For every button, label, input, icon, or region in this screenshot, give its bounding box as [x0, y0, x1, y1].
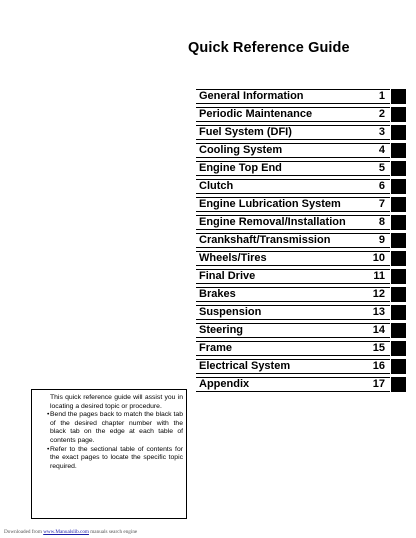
chapter-row	[196, 214, 406, 232]
chapter-number: 10	[372, 252, 385, 264]
footer-link[interactable]: www.Manualslib.com	[43, 529, 89, 535]
chapter-tab	[391, 269, 406, 284]
chapter-link[interactable]	[196, 107, 390, 122]
chapter-number: 1	[378, 90, 385, 102]
chapter-tab	[391, 305, 406, 320]
chapter-tab	[391, 251, 406, 266]
usage-note-bullet-text: Bend the pages back to match the black tab of the desired chapter number with the black tab on the edge at each table of contents page.	[50, 411, 183, 444]
chapter-index	[196, 88, 406, 394]
chapter-row	[196, 268, 406, 286]
chapter-tab	[391, 107, 406, 122]
usage-note-intro: This quick reference guide will assist you in locating a desired topic or procedure.	[50, 394, 183, 410]
chapter-link[interactable]	[196, 143, 390, 158]
chapter-link[interactable]	[196, 377, 390, 392]
chapter-number: 12	[372, 288, 385, 300]
chapter-title: Final Drive	[199, 270, 256, 282]
chapter-row	[196, 106, 406, 124]
chapter-link[interactable]	[196, 341, 390, 356]
chapter-tab	[391, 125, 406, 140]
chapter-number: 7	[378, 198, 385, 210]
chapter-row	[196, 250, 406, 268]
chapter-link[interactable]	[196, 251, 390, 266]
usage-note-bullet-2	[47, 445, 183, 472]
chapter-tab	[391, 377, 406, 392]
chapter-title: Cooling System	[199, 144, 283, 156]
chapter-title: Wheels/Tires	[199, 252, 267, 264]
chapter-row	[196, 286, 406, 304]
chapter-number: 13	[372, 306, 385, 318]
chapter-title: Appendix	[199, 378, 250, 390]
chapter-link[interactable]	[196, 305, 390, 320]
chapter-number: 14	[372, 324, 385, 336]
chapter-title: Crankshaft/Transmission	[199, 234, 331, 246]
chapter-row	[196, 340, 406, 358]
chapter-tab	[391, 197, 406, 212]
chapter-link[interactable]	[196, 287, 390, 302]
chapter-number: 5	[378, 162, 385, 174]
usage-note-bullet-text: Refer to the sectional table of contents for the exact pages to locate the specific topic required.	[50, 445, 183, 470]
chapter-number: 9	[378, 234, 385, 246]
chapter-row	[196, 88, 406, 106]
chapter-row	[196, 232, 406, 250]
chapter-row	[196, 160, 406, 178]
chapter-title: General Information	[199, 90, 304, 102]
chapter-number: 11	[373, 270, 385, 282]
chapter-title: Engine Top End	[199, 162, 282, 174]
chapter-tab	[391, 215, 406, 230]
chapter-title: Periodic Maintenance	[199, 108, 313, 120]
chapter-link[interactable]	[196, 359, 390, 374]
chapter-row	[196, 178, 406, 196]
chapter-number: 8	[378, 216, 385, 228]
chapter-link[interactable]	[196, 179, 390, 194]
usage-note-box	[31, 389, 187, 519]
footer-suffix: manuals search engine	[90, 529, 138, 535]
chapter-title: Frame	[199, 342, 233, 354]
chapter-number: 16	[372, 360, 385, 372]
chapter-title: Brakes	[199, 288, 236, 300]
chapter-row	[196, 358, 406, 376]
chapter-title: Engine Removal/Installation	[199, 216, 346, 228]
chapter-title: Engine Lubrication System	[199, 198, 341, 210]
chapter-tab	[391, 89, 406, 104]
chapter-title: Fuel System (DFI)	[199, 126, 292, 138]
chapter-link[interactable]	[196, 125, 390, 140]
chapter-tab	[391, 161, 406, 176]
download-footer	[4, 529, 137, 535]
chapter-link[interactable]	[196, 323, 390, 338]
chapter-tab	[391, 233, 406, 248]
chapter-tab	[391, 341, 406, 356]
chapter-tab	[391, 179, 406, 194]
chapter-link[interactable]	[196, 197, 390, 212]
bullet-mark: •	[47, 411, 50, 419]
chapter-title: Steering	[199, 324, 244, 336]
chapter-row	[196, 304, 406, 322]
chapter-link[interactable]	[196, 215, 390, 230]
footer-prefix: Downloaded from	[4, 529, 42, 535]
chapter-row	[196, 142, 406, 160]
chapter-tab	[391, 359, 406, 374]
chapter-link[interactable]	[196, 161, 390, 176]
usage-note-bullet-1	[47, 411, 183, 445]
bullet-mark: •	[47, 445, 50, 453]
chapter-tab	[391, 143, 406, 158]
chapter-row	[196, 124, 406, 142]
chapter-number: 6	[378, 180, 385, 192]
chapter-number: 4	[378, 144, 385, 156]
chapter-row	[196, 322, 406, 340]
chapter-title: Suspension	[199, 306, 262, 318]
chapter-row	[196, 196, 406, 214]
chapter-number: 2	[378, 108, 385, 120]
chapter-link[interactable]	[196, 269, 390, 284]
chapter-tab	[391, 287, 406, 302]
chapter-link[interactable]	[196, 233, 390, 248]
chapter-number: 3	[378, 126, 385, 138]
chapter-title: Clutch	[199, 180, 234, 192]
chapter-link[interactable]	[196, 89, 390, 104]
page-title: Quick Reference Guide	[188, 40, 350, 56]
chapter-number: 15	[372, 342, 385, 354]
chapter-row	[196, 376, 406, 394]
chapter-title: Electrical System	[199, 360, 291, 372]
chapter-tab	[391, 323, 406, 338]
chapter-number: 17	[372, 378, 385, 390]
